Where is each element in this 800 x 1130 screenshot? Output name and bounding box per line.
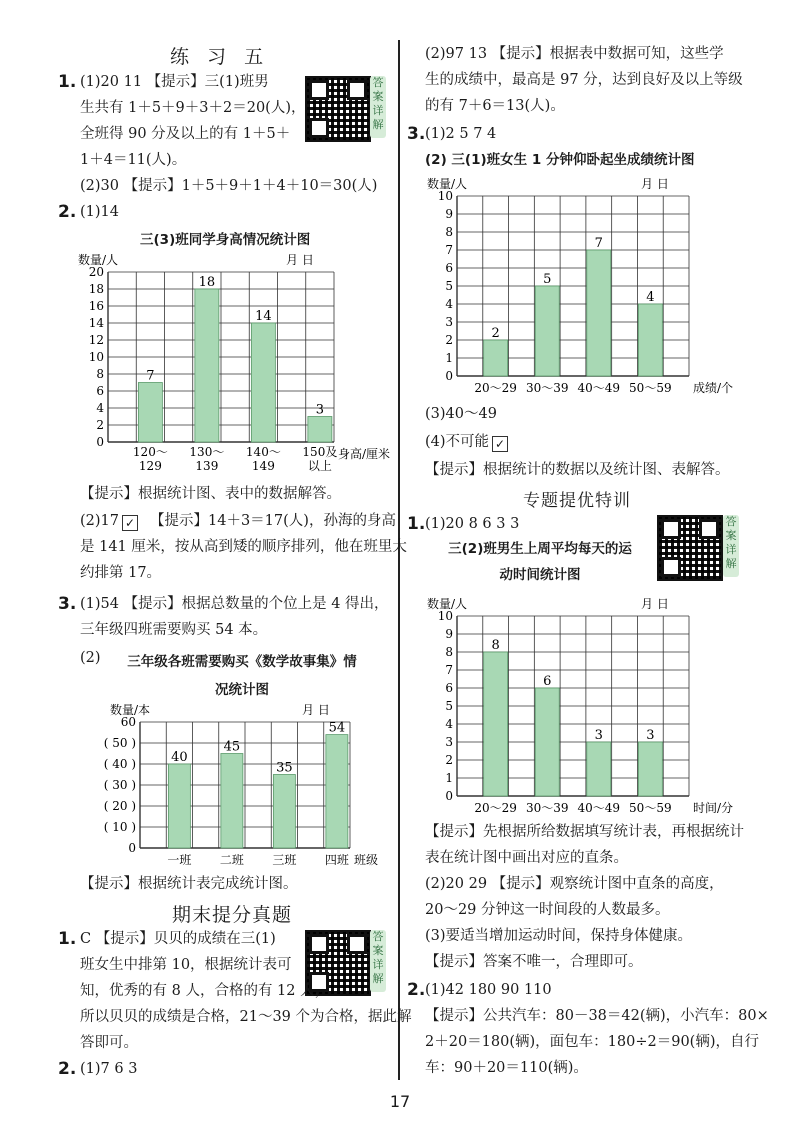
chart-bar <box>535 286 559 376</box>
chart-title: (2) 三(1)班女生 1 分钟仰卧起坐成绩统计图 <box>425 152 695 168</box>
section-title-exercise-5: 练 习 五 <box>170 46 270 68</box>
y-axis-label: 数量/人 <box>427 597 468 611</box>
y-tick-label: ( 50 ) <box>103 736 136 750</box>
answer-text: 三年级四班需要购买 54 本。 <box>80 622 268 638</box>
situp-bar-chart <box>419 168 749 398</box>
y-tick-label: 0 <box>96 435 104 449</box>
y-tick-label: 2 <box>96 418 104 432</box>
answer-detail-tag[interactable]: 答案详解 <box>370 930 386 992</box>
qr-code-icon[interactable] <box>305 76 371 142</box>
books-bar-chart <box>72 690 392 870</box>
x-axis-label: 成绩/个 <box>693 381 734 395</box>
y-tick-label: ( 20 ) <box>103 799 136 813</box>
x-tick-label: 139 <box>195 459 219 473</box>
y-tick-label: 9 <box>445 207 453 221</box>
chart-bar <box>138 383 162 443</box>
answer-text: 的有 7＋6＝13(人)。 <box>425 98 565 114</box>
page-number: 17 <box>389 1092 411 1111</box>
x-tick-label: 150及 <box>302 445 338 459</box>
answer-text: (1)2 5 7 4 <box>425 126 497 142</box>
answer-text: 生的成绩中，最高是 97 分，达到良好及以上等级 <box>425 72 743 88</box>
x-tick-label: 30～39 <box>525 801 569 815</box>
answer-text: (3)40～49 <box>425 406 497 422</box>
answer-value: (4)不可能 <box>425 434 490 450</box>
y-axis-label: 数量/人 <box>427 177 468 191</box>
hint-text: 约排第 17。 <box>80 565 162 581</box>
answer-text: (1)54 【提示】根据总数量的个位上是 4 得出， <box>80 596 389 612</box>
y-axis-label: 数量/人 <box>78 253 119 267</box>
y-tick-label: 2 <box>445 333 453 347</box>
column-divider <box>398 40 400 1080</box>
data-label: 14 <box>255 309 272 324</box>
question-number: 2. <box>58 202 77 222</box>
question-number: 3. <box>58 594 77 614</box>
y-tick-label: ( 40 ) <box>103 757 136 771</box>
answer-value: (2)17 <box>80 513 119 529</box>
y-tick-label: 8 <box>96 367 104 381</box>
x-tick-label: 以上 <box>307 459 332 473</box>
data-label: 7 <box>146 368 155 384</box>
y-tick-label: 5 <box>445 699 453 713</box>
answer-text: (2)20 29 【提示】观察统计图中直条的高度， <box>425 876 724 892</box>
hint-text: 2＋20＝180(辆)，面包车：180÷2＝90(辆)，自行 <box>425 1034 759 1050</box>
data-label: 8 <box>491 638 500 653</box>
chart-bar <box>168 764 190 848</box>
answer-text: 答即可。 <box>80 1035 138 1051</box>
answer-text: C 【提示】贝贝的成绩在三(1) <box>80 931 276 947</box>
data-label: 5 <box>543 272 552 287</box>
y-tick-label: 16 <box>88 299 104 313</box>
data-label: 6 <box>543 674 552 689</box>
date-label: 月 日 <box>286 253 314 267</box>
date-label: 月 日 <box>641 597 669 611</box>
x-tick-label: 20～29 <box>474 801 517 815</box>
data-label: 35 <box>276 760 293 776</box>
hint-text: 表在统计图中画出对应的直条。 <box>425 850 628 866</box>
y-tick-label: 2 <box>445 753 453 767</box>
y-tick-label: 8 <box>445 225 453 239</box>
question-number: 1. <box>58 72 77 92</box>
answer-text: (1)20 8 6 3 3 <box>425 516 520 532</box>
x-tick-label: 四班 <box>324 853 349 867</box>
chart-bar <box>326 735 348 848</box>
chart-bar <box>535 688 559 796</box>
x-tick-label: 140～ <box>245 445 281 459</box>
y-tick-label: 7 <box>445 663 453 677</box>
question-number: 1. <box>58 929 77 949</box>
y-tick-label: 6 <box>96 384 104 398</box>
y-tick-label: ( 30 ) <box>103 778 136 792</box>
x-tick-label: 40～49 <box>577 381 621 395</box>
hint-text: 是 141 厘米，按从高到矮的顺序排列，他在班里大 <box>80 539 407 555</box>
chart-bar <box>638 304 662 376</box>
y-tick-label: 3 <box>445 735 453 749</box>
answer-text <box>425 432 508 452</box>
question-number: 2. <box>58 1059 77 1079</box>
y-tick-label: 8 <box>445 645 453 659</box>
answer-detail-tag[interactable]: 答案详解 <box>370 76 386 138</box>
exercise-time-bar-chart <box>419 588 749 818</box>
y-tick-label: 1 <box>445 351 453 365</box>
y-axis-label: 数量/本 <box>110 703 151 717</box>
hint-text: 【提示】答案不唯一，合理即可。 <box>425 954 643 970</box>
y-tick-label: ( 10 ) <box>103 820 136 834</box>
question-number: 1. <box>407 514 426 534</box>
chart-bar <box>638 742 662 796</box>
x-axis-label: 时间/分 <box>693 801 734 815</box>
date-label: 月 日 <box>641 177 669 191</box>
answer-text: (1)14 <box>80 204 119 220</box>
y-tick-label: 6 <box>445 681 453 695</box>
y-tick-label: 12 <box>88 333 104 347</box>
answer-text: (1)42 180 90 110 <box>425 982 552 998</box>
x-tick-label: 50～59 <box>629 801 672 815</box>
data-label: 45 <box>223 739 241 755</box>
chart-bar <box>251 323 275 442</box>
y-tick-label: 0 <box>445 789 453 803</box>
x-axis-label: 身高/厘米 <box>338 447 391 461</box>
chart-bar <box>587 742 611 796</box>
date-label: 月 日 <box>302 703 330 717</box>
x-tick-label: 30～39 <box>525 381 569 395</box>
check-mark-icon: ✓ <box>492 436 508 452</box>
y-tick-label: 0 <box>128 841 136 855</box>
x-tick-label: 129 <box>138 459 162 473</box>
y-tick-label: 9 <box>445 627 453 641</box>
y-tick-label: 3 <box>445 315 453 329</box>
x-tick-label: 50～59 <box>629 381 672 395</box>
answer-text: (2) <box>80 650 101 666</box>
y-tick-label: 0 <box>445 369 453 383</box>
data-label: 54 <box>328 720 346 736</box>
section-title-final-exam: 期末提分真题 <box>172 904 293 926</box>
height-bar-chart <box>72 250 392 480</box>
y-tick-label: 10 <box>437 609 453 623</box>
data-label: 3 <box>315 402 325 418</box>
data-label: 7 <box>594 236 603 251</box>
answer-text: (1)20 11 【提示】三(1)班男 <box>80 74 269 90</box>
x-tick-label: 三班 <box>272 853 297 867</box>
answer-text: 1＋4＝11(人)。 <box>80 152 187 168</box>
y-tick-label: 60 <box>120 715 136 729</box>
chart-bar <box>587 250 611 376</box>
y-tick-label: 20 <box>88 265 104 279</box>
data-label: 2 <box>491 326 500 341</box>
x-axis-label: 班级 <box>354 853 379 867</box>
chart-bar <box>195 289 219 442</box>
hint-text: 【提示】根据统计图、表中的数据解答。 <box>80 486 341 502</box>
hint-text: 【提示】14＋3＝17(人)，孙海的身高 <box>150 513 396 529</box>
y-tick-label: 18 <box>88 282 104 296</box>
hint-text: 车：90＋20＝110(辆)。 <box>425 1060 588 1076</box>
check-mark-icon: ✓ <box>122 515 138 531</box>
x-tick-label: 二班 <box>219 853 244 867</box>
x-tick-label: 20～29 <box>474 381 517 395</box>
chart-bar <box>221 754 243 849</box>
question-number: 2. <box>407 980 426 1000</box>
data-label: 4 <box>646 290 655 305</box>
x-tick-label: 130～ <box>189 445 225 459</box>
y-tick-label: 4 <box>96 401 104 415</box>
chart-title: 三(3)班同学身高情况统计图 <box>140 232 311 248</box>
answer-text: 全班得 90 分及以上的有 1＋5＋ <box>80 126 291 142</box>
y-tick-label: 5 <box>445 279 453 293</box>
y-tick-label: 10 <box>88 350 104 364</box>
data-label: 3 <box>594 728 603 743</box>
chart-title: 三年级各班需要购买《数学故事集》情况统计图 <box>127 654 357 698</box>
data-label: 40 <box>171 750 188 765</box>
qr-code-icon[interactable] <box>657 515 723 581</box>
y-tick-label: 7 <box>445 243 453 257</box>
section-title-special-training: 专题提优特训 <box>523 491 631 511</box>
hint-text: 【提示】根据统计表完成统计图。 <box>80 876 298 892</box>
y-tick-label: 6 <box>445 261 453 275</box>
x-tick-label: 120～ <box>132 445 168 459</box>
answer-text: 班女生中排第 10，根据统计表可 <box>80 957 292 973</box>
answer-text: (1)7 6 3 <box>80 1061 138 1077</box>
data-label: 3 <box>646 728 655 743</box>
answer-text: (2)97 13 【提示】根据表中数据可知，这些学 <box>425 46 724 62</box>
hint-text: 20～29 分钟这一时间段的人数最多。 <box>425 902 670 918</box>
chart-bar <box>308 417 332 443</box>
data-label: 18 <box>198 275 216 290</box>
x-tick-label: 一班 <box>167 853 192 867</box>
answer-detail-tag[interactable]: 答案详解 <box>723 515 739 577</box>
x-tick-label: 40～49 <box>577 801 621 815</box>
chart-bar <box>484 652 508 796</box>
hint-text: 【提示】先根据所给数据填写统计表，再根据统计 <box>425 824 744 840</box>
answer-text: (3)要适当增加运动时间，保持身体健康。 <box>425 928 693 944</box>
y-tick-label: 1 <box>445 771 453 785</box>
chart-bar <box>484 340 508 376</box>
y-tick-label: 4 <box>445 297 453 311</box>
hint-text: 【提示】根据统计的数据以及统计图、表解答。 <box>425 462 730 478</box>
y-tick-label: 4 <box>445 717 453 731</box>
chart-bar <box>273 775 295 849</box>
answer-text: 知，优秀的有 8 人，合格的有 12 人， <box>80 983 330 999</box>
question-number: 3. <box>407 124 426 144</box>
y-tick-label: 14 <box>88 316 104 330</box>
y-tick-label: 10 <box>437 189 453 203</box>
answer-text: 生共有 1＋5＋9＋3＋2＝20(人)， <box>80 100 306 116</box>
answer-text: (2)30 【提示】1＋5＋9＋1＋4＋10＝30(人) <box>80 178 378 194</box>
hint-text: 【提示】公共汽车：80－38＝42(辆)，小汽车：80× <box>425 1008 769 1024</box>
x-tick-label: 149 <box>251 459 275 473</box>
answer-text <box>80 511 138 531</box>
answer-text: 所以贝贝的成绩是合格，21～39 个为合格，据此解 <box>80 1009 412 1025</box>
chart-title: 三(2)班男生上周平均每天的运动时间统计图 <box>448 541 632 583</box>
